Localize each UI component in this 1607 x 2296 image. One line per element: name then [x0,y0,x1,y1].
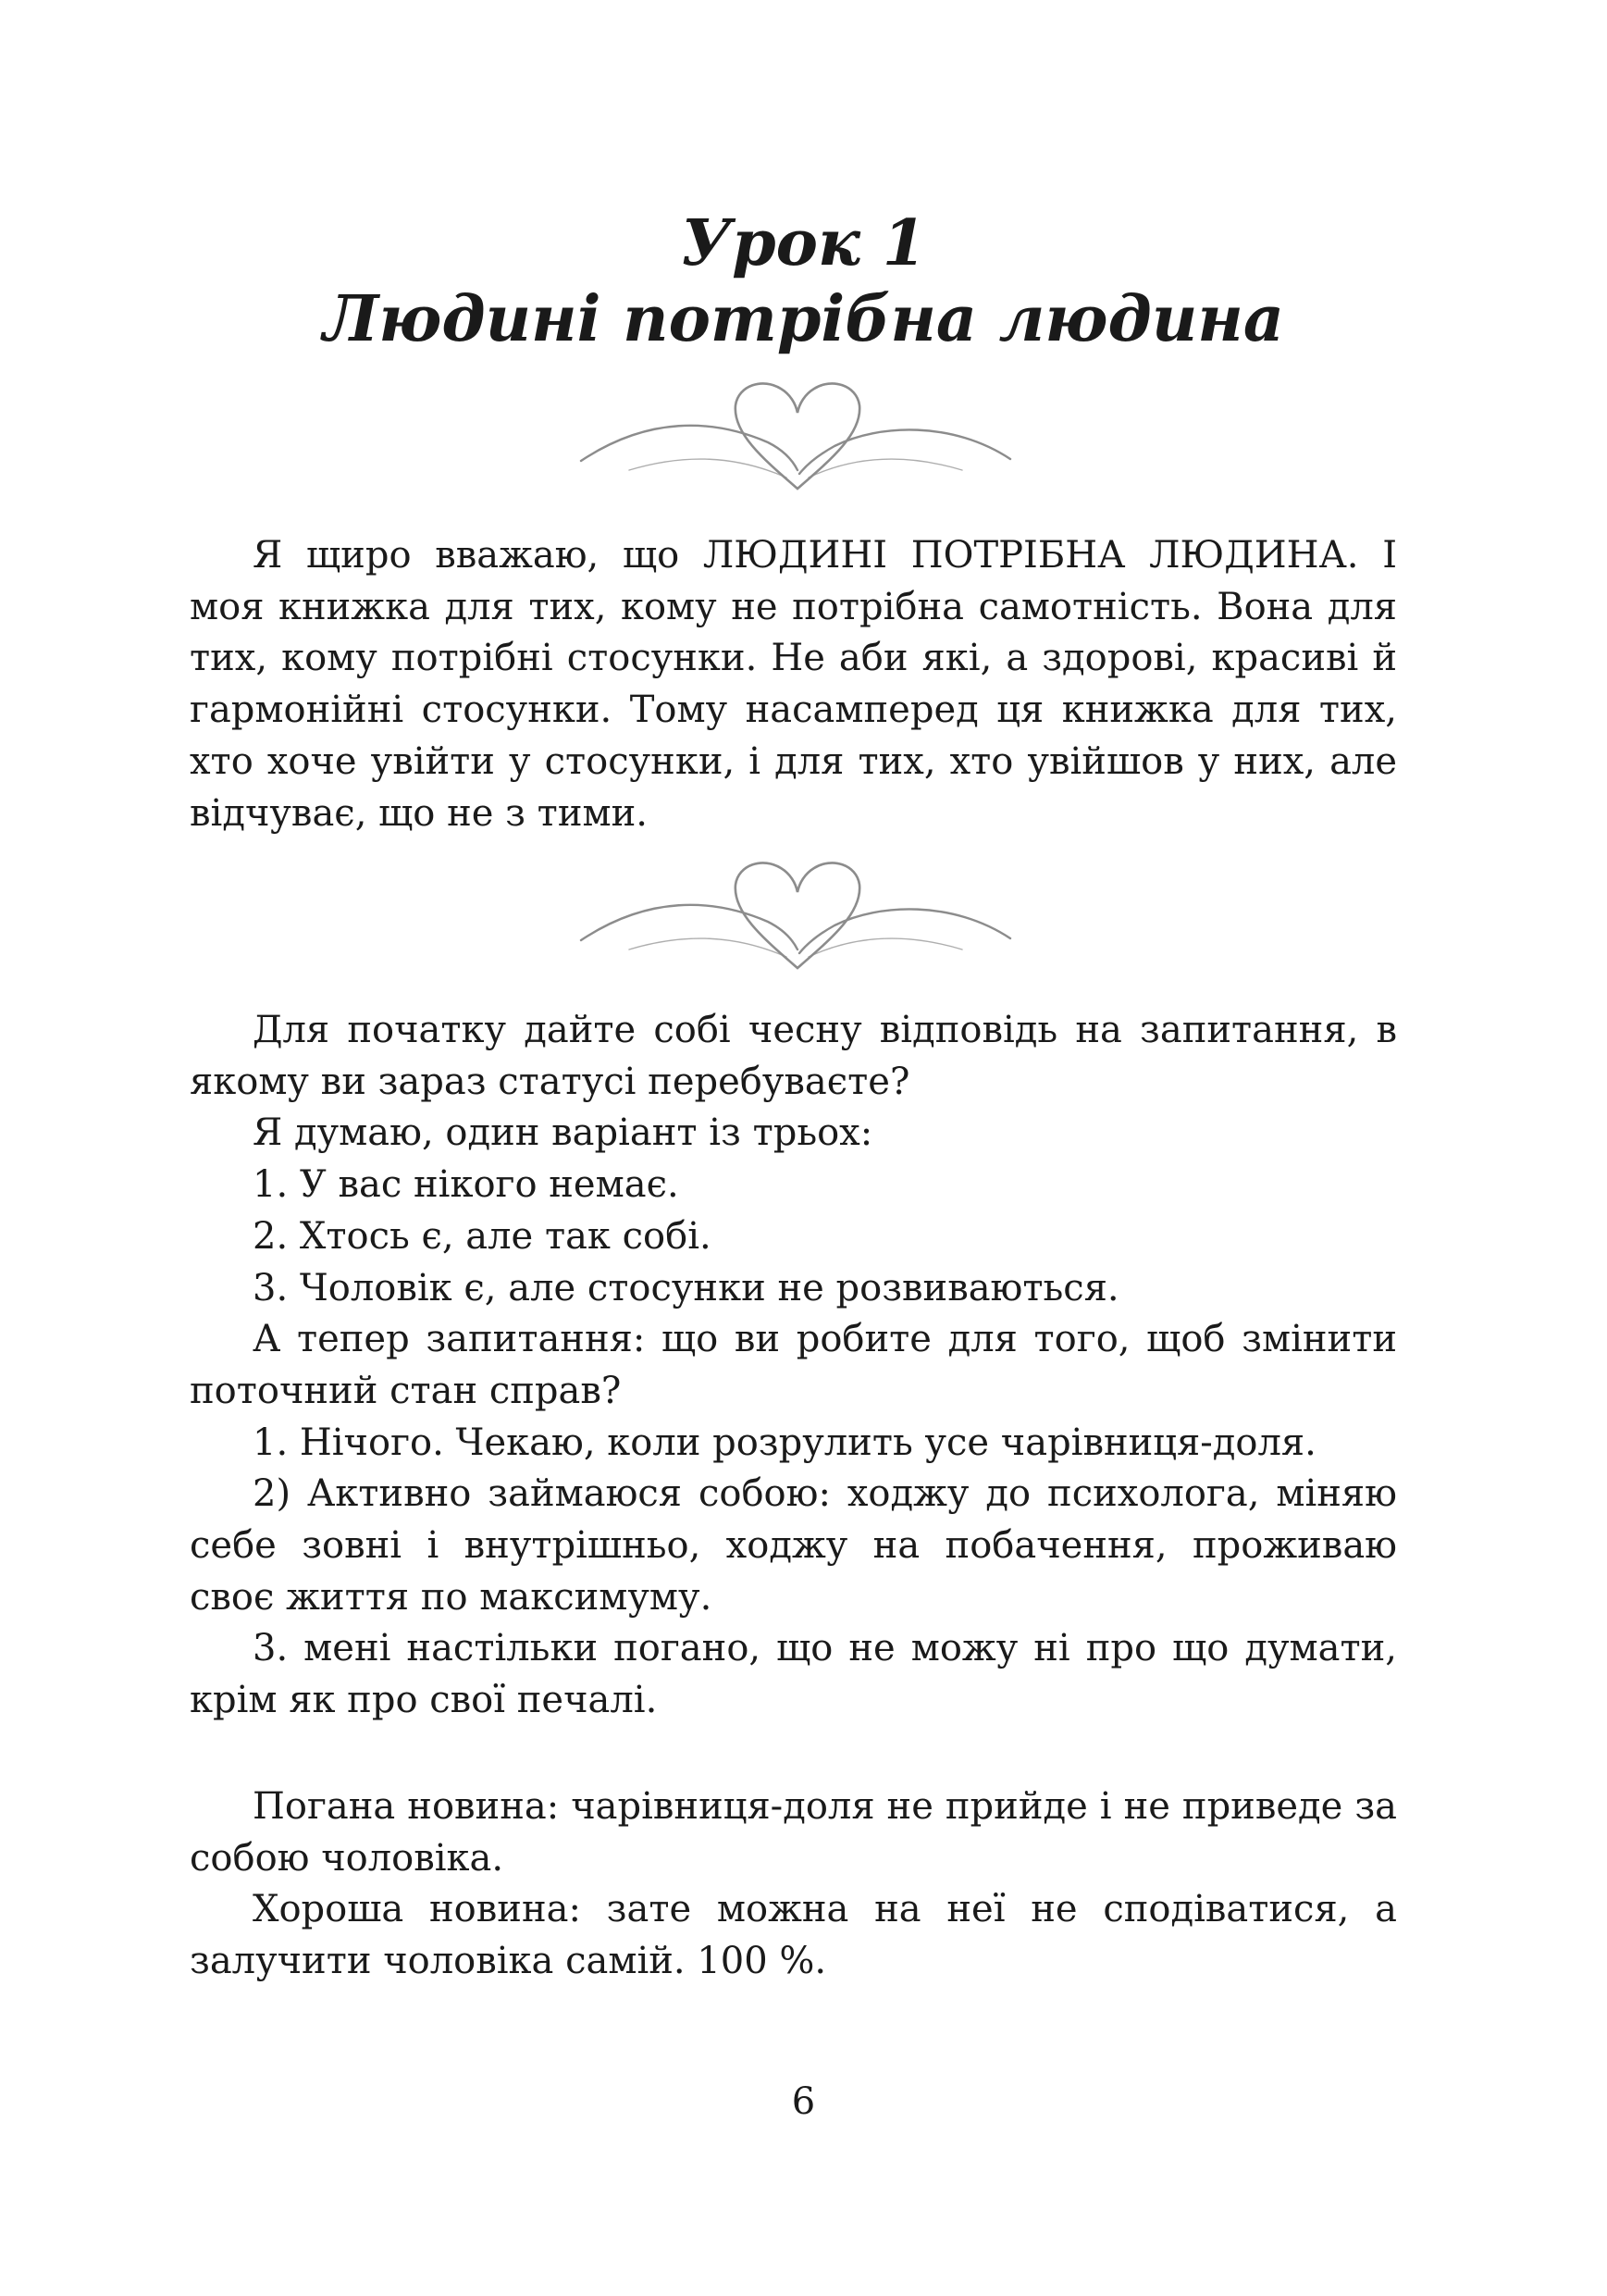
list-item: 1. Нічого. Чекаю, коли розрулить усе чарівниця-доля. [253,1421,1317,1464]
list-item: 2) Активно займаюся собою: ходжу до психолога, міняю себе зовні і внутрішньо, ходжу на побачення, проживаю своє життя по максимуму. [190,1472,1397,1619]
questions-section [190,1005,1397,1727]
intro-section [190,530,1397,839]
heart-flourish-icon [574,370,1018,500]
intro-paragraph: Я щиро вважаю, що ЛЮДИНІ ПОТРІБНА ЛЮДИНА. І моя книжка для тих, кому не потрібна самотність. Вона для тих, кому потрібні стосунки. Не аби які, а здорові, красиві й гармонійні стосунки. Тому насамперед ця книжка для тих, хто хоче увійти у стосунки, і для тих, хто увійшов у них, але відчуває, що не з тими. [190,534,1397,835]
paragraph: А тепер запитання: що ви робите для того, щоб змінити поточний стан справ? [190,1318,1397,1412]
heart-flourish-icon [574,850,1018,979]
paragraph: Я думаю, один варіант із трьох: [253,1111,873,1155]
list-item: 3. мені настільки погано, що не можу ні про що думати, крім як про свої печалі. [190,1627,1397,1722]
news-section [190,1781,1397,1988]
chapter-title: Урок 1 [680,206,927,280]
list-item: 2. Хтось є, але так собі. [253,1214,711,1258]
list-item: 3. Чоловік є, але стосунки не розвиваються. [253,1266,1119,1309]
bad-news-paragraph: Погана новина: чарівниця-доля не прийде і не приведе за собою чоловіка. [190,1785,1397,1880]
page-number: 6 [791,2080,816,2123]
list-item: 1. У вас нікого немає. [253,1163,679,1207]
paragraph: Для початку дайте собі чесну відповідь на запитання, в якому ви зараз статусі перебуваєте? [190,1009,1397,1103]
chapter-subtitle: Людині потрібна людина [323,282,1284,356]
good-news-paragraph: Хороша новина: зате можна на неї не сподіватися, а залучити чоловіка самій. 100 %. [190,1888,1397,1983]
